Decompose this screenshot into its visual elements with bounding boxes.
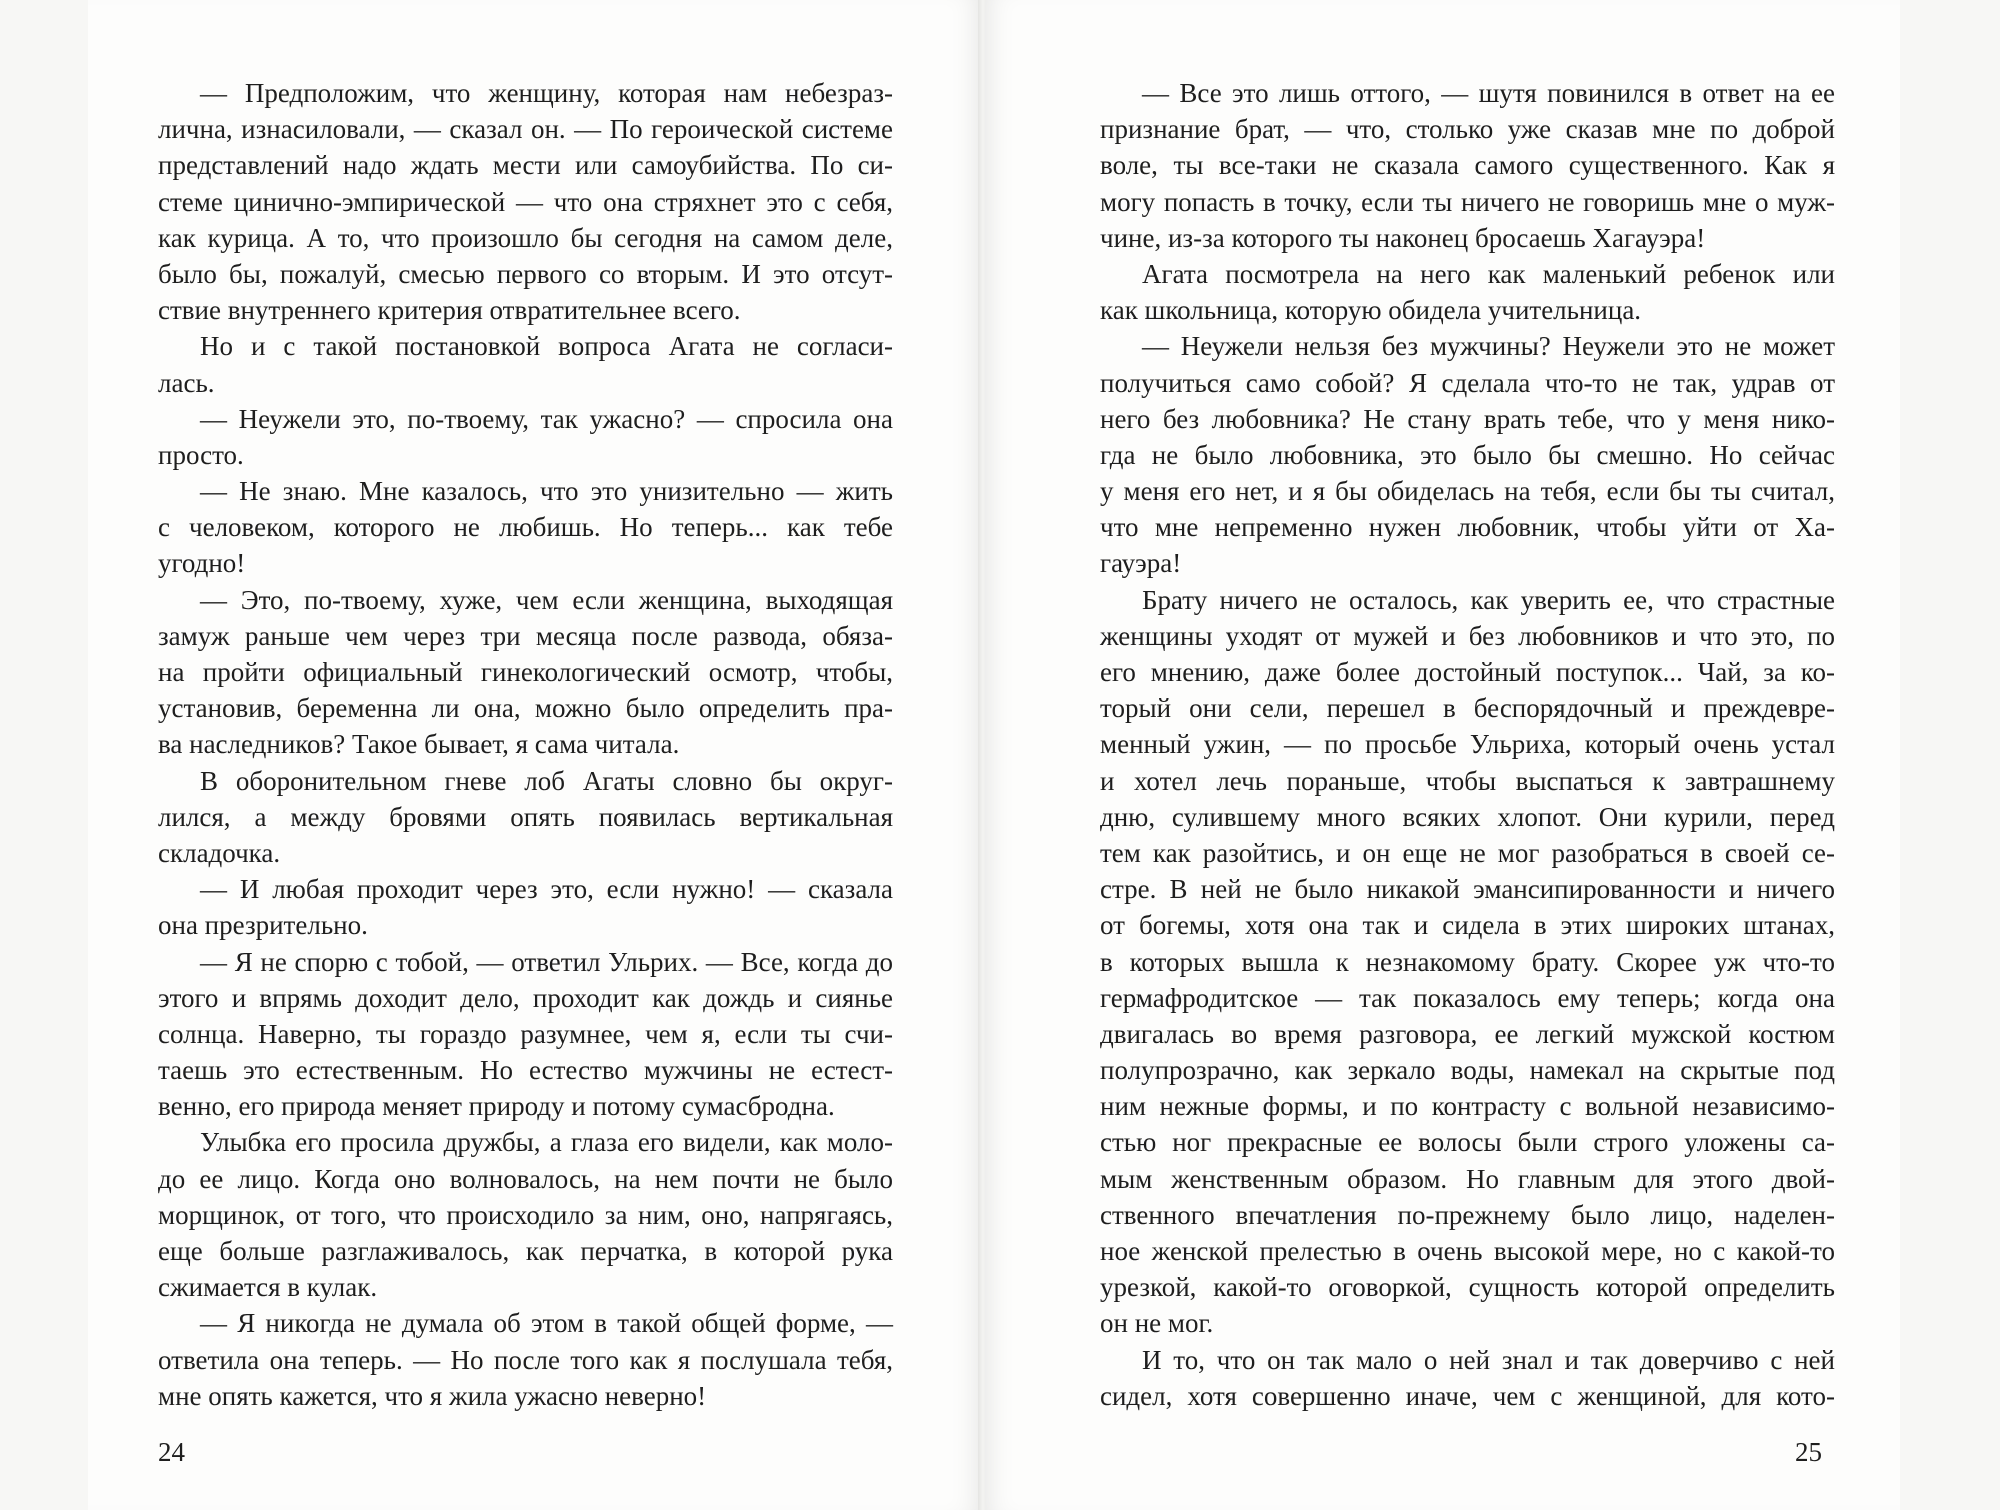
text-line: угодно! [158, 548, 246, 579]
text-line: лась. [158, 367, 215, 398]
text-line: у меня его нет, и я бы обиделась на тебя, если бы ты считал, [1100, 476, 1835, 507]
text-line: установив, беременна ли она, можно было определить пра- [158, 693, 893, 724]
text-line: Улыбка его просила дружбы, а глаза его видели, как моло- [200, 1127, 893, 1158]
text-line: его мнению, даже более достойный поступок... Чай, за ко- [1100, 657, 1835, 687]
text-line: как школьница, которую обидела учительница. [1100, 295, 1642, 326]
text-line: тем как разойтись, и он еще не мог разобраться в своей се- [1100, 837, 1835, 868]
text-line: — И любая проходит через это, если нужно! — сказала [200, 874, 893, 905]
text-line: — Не знаю. Мне казалось, что это унизительно — жить [200, 476, 893, 507]
text-line: стью ног прекрасные ее волосы были строго уложены са- [1100, 1127, 1835, 1158]
text-line: урезкой, какой-то оговоркой, сущность которой определить [1100, 1272, 1835, 1303]
text-line: и хотел лечь пораньше, чтобы выспаться к завтрашнему [1100, 765, 1835, 796]
text-line: этого и впрямь доходит дело, проходит как дождь и сиянье [158, 982, 893, 1013]
text-line: до ее лицо. Когда оно волновалось, на нем почти не было [158, 1163, 893, 1194]
text-line: ное женской прелестью в очень высокой мере, но с какой-то [1100, 1236, 1835, 1266]
left-page [88, 0, 980, 1510]
right-page-text [1100, 75, 1835, 1414]
text-line: ва наследников? Такое бывает, я сама читала. [158, 729, 680, 760]
text-line: мым женственным образом. Но главным для этого двой- [1100, 1163, 1835, 1194]
text-line: представлений надо ждать мести или самоубийства. По си- [158, 150, 893, 181]
left-page-text [158, 75, 893, 1414]
text-line: полупрозрачно, как зеркало воды, намекал на скрытые под [1100, 1055, 1835, 1086]
text-line: сидел, хотя совершенно иначе, чем с женщиной, для кото- [1100, 1380, 1835, 1411]
text-line: он не мог. [1100, 1308, 1214, 1339]
text-line: в которых вышла к незнакомому брату. Скорее уж что-то [1100, 946, 1835, 977]
text-line: — Предположим, что женщину, которая нам небезраз- [200, 78, 893, 108]
text-line: воле, ты все-таки не сказала самого существенного. Как я [1100, 150, 1835, 181]
text-line: замуж раньше чем через три месяца после развода, обяза- [158, 620, 893, 651]
text-line: просто. [158, 439, 244, 470]
text-line: таешь это естественным. Но естество мужчины не естест- [158, 1055, 893, 1086]
text-line: мне опять кажется, что я жила ужасно неверно! [158, 1380, 707, 1411]
text-line: еще больше разглаживалось, как перчатка, в которой рука [158, 1236, 893, 1266]
text-line: торый они сели, перешел в беспорядочный и преждевре- [1100, 693, 1835, 724]
text-line: ственного впечатления по-прежнему было лицо, наделен- [1100, 1199, 1835, 1230]
text-line: чине, из-за которого ты наконец бросаешь Хагауэра! [1100, 222, 1706, 253]
text-line: Агата посмотрела на него как маленький ребенок или [1142, 258, 1835, 289]
text-line: Брату ничего не осталось, как уверить ее, что страстные [1142, 584, 1835, 615]
text-line: него без любовника? Не стану врать тебе, что у меня нико- [1100, 403, 1835, 434]
text-line: стеме цинично-эмпирической — что она стряхнет это с себя, [158, 186, 893, 217]
text-line: менный ужин, — по просьбе Ульриха, который очень устал [1100, 729, 1835, 760]
text-line: с человеком, которого не любишь. Но теперь... как тебе [158, 512, 893, 543]
text-line: могу попасть в точку, если ты ничего не говоришь мне о муж- [1100, 186, 1835, 217]
text-line: женщины уходят от мужей и без любовников и что это, по [1100, 620, 1835, 651]
text-line: солнца. Наверно, ты гораздо разумнее, чем я, если ты счи- [158, 1018, 893, 1049]
text-line: на пройти официальный гинекологический осмотр, чтобы, [158, 657, 893, 687]
text-line: лична, изнасиловали, — сказал он. — По героической системе [158, 114, 893, 145]
text-line: венно, его природа меняет природу и потому сумасбродна. [158, 1091, 835, 1122]
right-page [985, 0, 1900, 1510]
text-line: ответила она теперь. — Но после того как я послушала тебя, [158, 1344, 893, 1375]
text-line: дню, сулившему много всяких хлопот. Они курили, перед [1100, 801, 1835, 832]
text-line: В оборонительном гневе лоб Агаты словно бы округ- [200, 765, 893, 796]
text-line: — Я никогда не думала об этом в такой общей форме, — [200, 1308, 893, 1339]
text-line: складочка. [158, 837, 281, 868]
text-line: — Все это лишь оттого, — шутя повинился в ответ на ее [1142, 78, 1835, 108]
text-line: гауэра! [1100, 548, 1182, 579]
page-number-right: 25 [1795, 1437, 1822, 1467]
text-line: стре. В ней не было никакой эмансипированности и ничего [1100, 874, 1835, 905]
text-line: — Неужели это, по-твоему, так ужасно? — спросила она [200, 403, 893, 434]
text-line: — Я не спорю с тобой, — ответил Ульрих. — Все, когда до [200, 946, 893, 977]
text-line: она презрительно. [158, 910, 368, 941]
text-line: — Неужели нельзя без мужчины? Неужели это не может [1142, 331, 1835, 362]
text-line: получиться само собой? Я сделала что-то не так, удрав от [1100, 367, 1835, 398]
text-line: от богемы, хотя она так и сидела в этих широких штанах, [1100, 910, 1835, 941]
text-line: лился, а между бровями опять появилась вертикальная [158, 801, 893, 832]
text-line: ним нежные формы, и по контрасту с вольной независимо- [1100, 1091, 1835, 1122]
text-line: сжимается в кулак. [158, 1272, 378, 1303]
text-line: Но и с такой постановкой вопроса Агата не согласи- [200, 331, 893, 362]
text-line: двигалась во время разговора, ее легкий мужской костюм [1100, 1018, 1835, 1049]
text-line: гда не было любовника, это было бы смешно. Но сейчас [1100, 439, 1835, 470]
text-line: признание брат, — что, столько уже сказав мне по доброй [1100, 114, 1835, 145]
text-line: как курица. А то, что произошло бы сегодня на самом деле, [158, 222, 893, 253]
text-line: что мне непременно нужен любовник, чтобы уйти от Ха- [1100, 512, 1835, 543]
text-line: было бы, пожалуй, смесью первого со вторым. И это отсут- [158, 258, 893, 289]
text-line: морщинок, от того, что происходило за ним, оно, напрягаясь, [158, 1199, 893, 1230]
text-line: ствие внутреннего критерия отвратительнее всего. [158, 295, 741, 326]
page-number-left: 24 [158, 1437, 185, 1467]
text-line: гермафродитское — так показалось ему теперь; когда она [1100, 982, 1835, 1013]
text-line: И то, что он так мало о ней знал и так доверчиво с ней [1142, 1344, 1835, 1375]
text-line: — Это, по-твоему, хуже, чем если женщина, выходящая [200, 584, 893, 615]
